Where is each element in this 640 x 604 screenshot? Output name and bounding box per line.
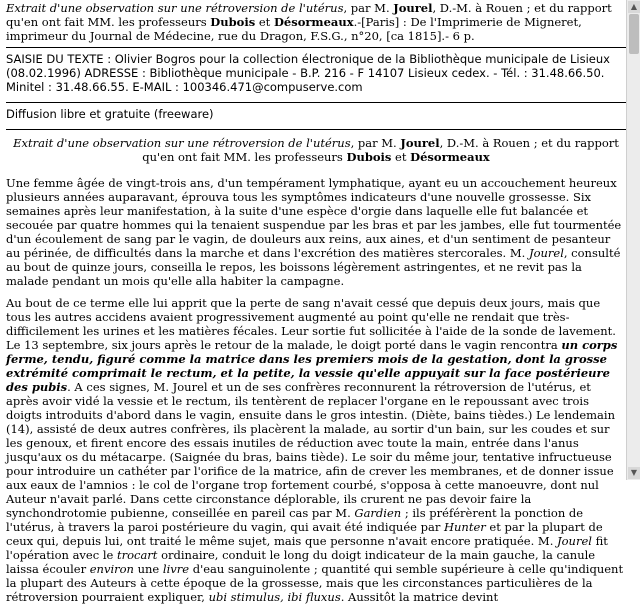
paragraph-2: Au bout de ce terme elle lui apprit que la perte de sang n'avait cessé que depuis deux jours, mais que tous les autres accidens avaient progressivement augmenté au point qu'elle ne rendait que très-difficilement les urines et les matières fécales. Leur sortie fut sollicitée à l'aide de la sonde de lavement. Le 13 septembre, six jours après le retour de la malade, le doigt porté dans le vagin rencontra un corps ferme, tendu, figuré comme la matrice dans les premiers mois de la gestation, dont la grosse extrémité comprimait le rectum, et la petite, la vessie qu'elle appuyait sur la face postérieure des pubis. A ces signes, M. Jourel et un de ses confrères reconnurent la rétroversion de l'utérus, et après avoir vidé la vessie et le rectum, ils tentèrent de replacer l'organe en le repoussant avec trois doigts introduits d'abord dans le vagin, ensuite dans le gros intestin. (Diète, bains tièdes.) Le lendemain (14), assisté de deux autres confrères, ils placèrent la malade, au sortir d'un bain, sur les coudes et sur les genoux, et firent encore des essais inutiles de réduction avec toute la main, entrée dans l'anus jusqu'aux os du métacarpe. (Saignée du bras, bains tiède). Le soir du même jour, tentative infructueuse pour introduire un cathéter par l'orifice de la matrice, afin de crever les membranes, et de donner issue aux eaux de l'amnios : le col de l'organe trop fortement courbé, s'opposa à cette manoeuvre, dont nul Auteur n'avait parlé. Dans cette circonstance déplorable, ils crurent ne pas devoir faire la synchondrotomie pubienne, conseillée en pareil cas par M. Gardien ; ils préférèrent la ponction de l'utérus, à travers la paroi postérieure du vagin, qui avait été indiquée par Hunter et par la plupart de ceux qui, depuis lui, ont traité le même sujet, mais que personne n'avait encore pratiquée. M. Jourel fit l'opération avec le trocart ordinaire, conduit le long du doigt indicateur de la main gauche, la canule laissa écouler environ une livre d'eau sanguinolente ; quantité qui semble supérieure à celle qu'indiquent la plupart des Auteurs à cette époque de la grossesse, mais que les circonstances particulières de la rétroversion pourraient expliquer, ubi stimulus, ibi fluxus. Aussitôt la matrice devint [6, 296, 624, 604]
scroll-down-icon[interactable]: ▼ [628, 467, 640, 479]
saisie-info: SAISIE DU TEXTE : Olivier Bogros pour la collection électronique de la Bibliothèque municipale de Lisieux (08.02.1996) ADRESSE : Bibliothèque municipale - B.P. 216 - F 14107 Lisieux cedex. - Tél. : 31.48.66.50. Minitel : 31.48.66.55. E-MAIL : 100346.471@compuserve.com [6, 52, 610, 94]
bibliographic-header: Extrait d'une observation sur une rétroversion de l'utérus, par M. Jourel, D.-M. à Rouen ; et du rapport qu'en ont fait MM. les professeurs Dubois et Désormeaux.-[Paris] : De l'Imprimerie de Migneret, imprimeur du Journal de Médecine, rue du Dragon, F.S.G., n°20, [ca 1815].- 6 p. [6, 1, 612, 43]
vertical-scrollbar[interactable] [626, 0, 640, 480]
paragraph-1: Une femme âgée de vingt-trois ans, d'un tempérament lymphatique, ayant eu un accouchement heureux plusieurs années auparavant, éprouva tous les symptômes indicateurs d'une nouvelle grossesse. Six semaines après leur manifestation, à la suite d'une espèce d'orgie dans laquelle elle fut balancée et secouée par quatre hommes qui la tenaient suspendue par les bras et par les jambes, elle fut tourmentée d'un écoulement de sang par le vagin, de douleurs aux reins, aux aines, et d'un sentiment de pesanteur au périnée, de difficultés dans la marche et dans l'excrétion des matières stercorales. M. Jourel, consulté au bout de quinze jours, conseilla le repos, les boissons légèrement astringentes, et ne revit pas la malade pendant un mois qu'elle alla habiter la campagne. [6, 176, 622, 288]
header-title: Extrait d'une observation sur une rétroversion de l'utérus [6, 1, 344, 15]
scroll-thumb[interactable] [629, 14, 639, 54]
document-title: Extrait d'une observation sur une rétroversion de l'utérus, par M. Jourel, D.-M. à Rouen ; et du rapport qu'en ont fait MM. les professeurs Dubois et Désormeaux [13, 136, 619, 164]
divider-1 [6, 47, 626, 48]
divider-2 [6, 102, 626, 103]
scroll-up-icon[interactable]: ▲ [628, 1, 640, 13]
diffusion-note: Diffusion libre et gratuite (freeware) [6, 107, 214, 121]
header-author: Jourel [393, 1, 433, 15]
divider-3 [6, 129, 626, 130]
